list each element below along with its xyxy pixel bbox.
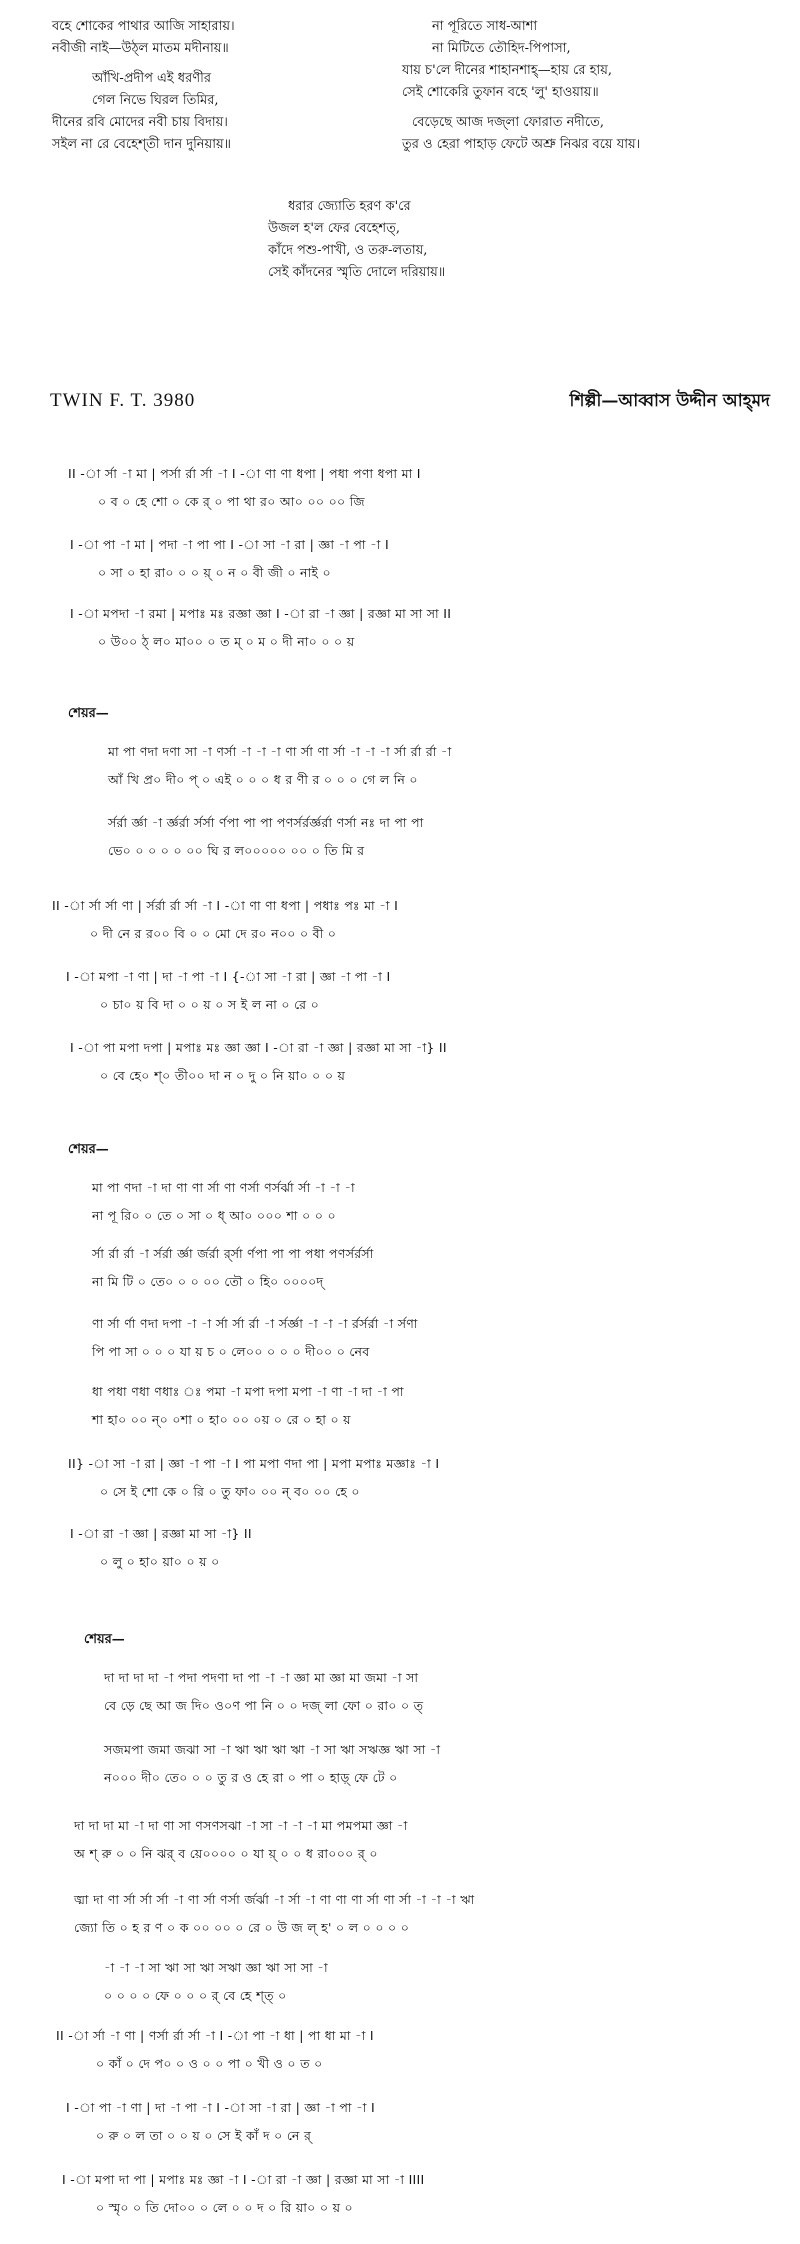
lyric-line: ০ ব ০ হে শো ০ কে র্‌ ০ পা থা র০ আ০ ০০ ০০ জি [98,494,365,509]
poem-line: আঁখি-প্রদীপ এই ধরণীর [92,71,211,86]
lyric-line: আঁ খি প্র০ দী০ প্‌ ০ এই ০ ০ ০ ধ র ণী র ০ ০ ০ গে ল নি ০ [108,772,418,787]
poem-line: ধরার জ্যোতি হরণ ক'রে [288,199,411,214]
lyric-line: শা হা০ ০০ ন্‌০ ০শা ০ হা০ ০০ ০য় ০ রে ০ হা ০ য় [92,1412,351,1427]
notation-line: দা দা দা মা -া দা ণা সা ণসণসঝা -া সা -া -া -া মা পমপমা জ্ঞা -া [74,1818,408,1833]
lyric-line: ০ স্মৃ০ ০ তি দো০০ ০ লে ০ ০ দ ০ রি য়া০ ০ য় ০ [96,2200,353,2215]
record-number: TWIN F. T. 3980 [50,390,196,411]
lyric-line: ০ ০ ০ ০ ফে ০ ০ ০ র্‌ বে হে শ্‌ত্‌ ০ [104,1988,287,2003]
lyric-line: ন০০০ দী০ তে০ ০ ০ তু র ও হে রা ০ পা ০ হাড়্‌ ফে টে ০ [104,1770,398,1785]
notation-line: I -া রা -া জ্ঞা | রজ্ঞা মা সা -া} II [70,1526,252,1541]
lyric-line: ০ উ০০ ঠ্‌ ল০ মা০০ ০ ত ম্‌ ০ ম ০ দী না০ ০ ০ য় [98,634,355,649]
notation-line: II} -া সা -া রা | জ্ঞা -া পা -া I পা মপা ণদা পা | মপা মপাঃ মজ্ঞাঃ -া I [68,1456,440,1471]
poem-line: দীনের রবি মোদের নবী চায় বিদায়। [52,115,228,130]
lyric-line: ০ রু ০ ল তা ০ ০ য় ০ সে ই কাঁ দ ০ নে র্‌ [96,2128,312,2143]
poem-line: সেই শোকেরি তুফান বহে 'লু' হাওয়ায়॥ [402,85,599,100]
lyric-line: ০ চা০ য় বি দা ০ ০ য় ০ স ই ল না ০ রে ০ [100,997,320,1012]
poem-left-column [52,16,235,156]
section-label-sher: শেয়র— [84,1632,125,1647]
lyric-line: ০ বে হে০ শ্‌০ তী০০ দা ন ০ দু ০ নি য়া০ ০ ০ য় [100,1068,346,1083]
notation-line: সজমপা জমা জঝা সা -া ঋা ঋা ঋা ঋা -া সা ঋা সঋজ্ঞ ঋা সা -া [104,1742,441,1757]
poem-right-column [402,16,640,156]
poem-line: কাঁদে পশু-পাখী, ও তরু-লতায়, [268,243,428,258]
notation-line: I -া পা -া মা | পদা -া পা পা I -া সা -া রা | জ্ঞা -া পা -া I [70,537,389,552]
poem-line: যায় চ'লে দীনের শাহানশাহ্‌—হায় রে হায়, [402,63,612,78]
notation-line: II -া র্সা -া মা | পর্সা র্রা র্সা -া I -া ণা ণা ধপা | পধা পণা ধপা মা I [68,466,421,481]
poem-center-stanza [268,196,445,284]
lyric-line: না পূ রি০ ০ তে ০ সা ০ ধ্‌ আ০ ০০০ শা ০ ০ ০ [92,1208,336,1223]
notation-line: II -া র্সা -া ণা | ণর্সা র্রা র্সা -া I -া পা -া ধা | পা ধা মা -া I [56,2028,374,2043]
record-header [50,388,770,418]
notation-line: ণা র্সা র্ণা ণদা দপা -া -া র্সা র্সা র্রা -া র্সর্জ্ঞা -া -া -া র্রর্সর্রা -া র্সণা [92,1316,418,1331]
notation-line: ঙ্মা দা ণা র্সা র্সা র্সা -া ণা র্সা ণর্সা র্জর্ঝা -া র্সা -া ণা ণা ণা র্সা ণা র্সা -া -া -া ঋা [74,1892,475,1907]
lyric-line: ০ সে ই শো কে ০ রি ০ তু ফা০ ০০ ন্‌ ব০ ০০ হে ০ [100,1484,360,1499]
lyric-line: ০ লু ০ হা০ য়া০ ০ য় ০ [100,1554,220,1569]
notation-line: -া -া -া সা ঋা সা ঋা সঋা জ্ঞা ঋা সা সা -া [104,1960,328,1975]
lyric-line: পি পা সা ০ ০ ০ যা য় চ ০ লে০০ ০ ০ ০ দী০০ ০ নেব [92,1344,370,1359]
lyric-line: ভে০ ০ ০ ০ ০ ০০ ঘি র ল০০০০০ ০০ ০ তি মি র [108,843,365,858]
poem-line: বেড়েছে আজ দজ্‌লা ফোরাত নদীতে, [412,115,604,130]
notation-line: মা পা ণদা -া দা ণা ণা র্সা ণা ণর্সা ণর্সর্ঝা র্সা -া -া -া [92,1180,355,1195]
poem-line: উজল হ'ল ফের বেহেশত্‌, [268,221,400,236]
poem-line: তুর ও হেরা পাহাড় ফেটে অশ্রু নিঝর বয়ে যায়। [402,137,641,152]
poem-line: সইল না রে বেহেশ্‌তী দান দুনিয়ায়॥ [52,137,231,152]
notation-line: র্সর্রা র্জ্ঞা -া র্জ্ঞর্রা র্সর্সা র্ণপা পা পা পণর্সর্রর্জ্ঞর্রা ণর্সা নঃ দা পা পা [108,815,424,830]
notation-line: I -া পা -া ণা | দা -া পা -া I -া সা -া রা | জ্ঞা -া পা -া I [66,2100,375,2115]
poem-line: বহে শোকের পাথার আজি সাহারায়। [52,19,235,34]
notation-line: II -া র্সা র্সা ণা | র্সর্রা র্রা র্সা -া I -া ণা ণা ধপা | পধাঃ পঃ মা -া I [52,898,399,913]
lyric-line: ০ কাঁ ০ দে প০ ০ ও ০ ০ পা ০ খী ও ০ ত ০ [96,2056,323,2071]
notation-line: দা দা দা দা -া পদা পদণা দা পা -া -া জ্ঞা মা জ্ঞা মা জমা -া সা [104,1670,419,1685]
poem-line: নবীজী নাই—উঠ্‌ল মাতম মদীনায়॥ [52,41,229,56]
poem-line: না মিটিতে তৌহিদ-পিপাসা, [432,41,571,56]
notation-line: I -া পা মপা দপা | মপাঃ মঃ জ্ঞা জ্ঞা I -া রা -া জ্ঞা | রজ্ঞা মা সা -া} II [70,1040,447,1055]
notation-line: র্সা র্রা র্রা -া র্সর্রা র্জ্ঞা র্জর্রা র্র্সা র্ণপা পা পা পধা পণর্সর্রর্সা [92,1246,374,1261]
notation-line: I -া মপা -া ণা | দা -া পা -া I {-া সা -া রা | জ্ঞা -া পা -া I [66,969,391,984]
notation-line: I -া মপদা -া রমা | মপাঃ মঃ রজ্ঞা জ্ঞা I -া রা -া জ্ঞা | রজ্ঞা মা সা সা II [70,606,452,621]
lyric-line: জ্যো তি ০ হ র ণ ০ ক ০০ ০০ ০ রে ০ উ জ ল্‌ হ' ০ ল ০ ০ ০ ০ [74,1920,410,1935]
poem-line: না পূরিতে সাধ-আশা [432,19,538,34]
lyric-line: অ শ্‌ রু ০ ০ নি ঝর্‌ ব য়ে০০০০ ০ যা য়্‌ ০ ০ ধ রা০০০ র্‌ ০ [74,1846,378,1861]
lyric-line: ০ দী নে র র০০ বি ০ ০ মো দে র০ ন০০ ০ বী ০ [90,926,337,941]
lyric-line: ০ সা ০ হা রা০ ০ ০ য়্‌ ০ ন ০ বী জী ০ নাই ০ [98,565,331,580]
poem-line: সেই কাঁদনের স্মৃতি দোলে দরিয়ায়॥ [268,265,446,280]
lyric-line: বে ড়ে ছে আ জ দি০ ও০ণ পা নি ০ ০ দজ্‌ লা ফো ০ রা০ ০ ত্‌ [104,1698,424,1713]
notation-line: ধা পধা ণধা ণধাঃ ঃ পমা -া মপা দপা মপা -া ণা -া দা -া পা [92,1384,404,1399]
section-label-sher: শেয়র— [68,1142,109,1157]
section-label-sher: শেয়র— [68,706,109,721]
notation-line: মা পা ণদা দণা সা -া ণর্সা -া -া -া ণা র্সা ণা র্সা -া -া -া র্সা র্রা র্রা -া [108,744,452,759]
lyric-line: না মি টি ০ তে০ ০ ০ ০০ তৌ ০ হি০ ০০০০দ্‌ [92,1274,324,1289]
notation-line: I -া মপা দা পা | মপাঃ মঃ জ্ঞা -া I -া রা -া জ্ঞা | রজ্ঞা মা সা -া IIII [62,2172,425,2187]
poem-line: গেল নিভে ঘিরল তিমির, [92,93,219,108]
singer-credit: শিল্পী—আব্বাস উদ্দীন আহ্‌মদ [569,391,770,411]
